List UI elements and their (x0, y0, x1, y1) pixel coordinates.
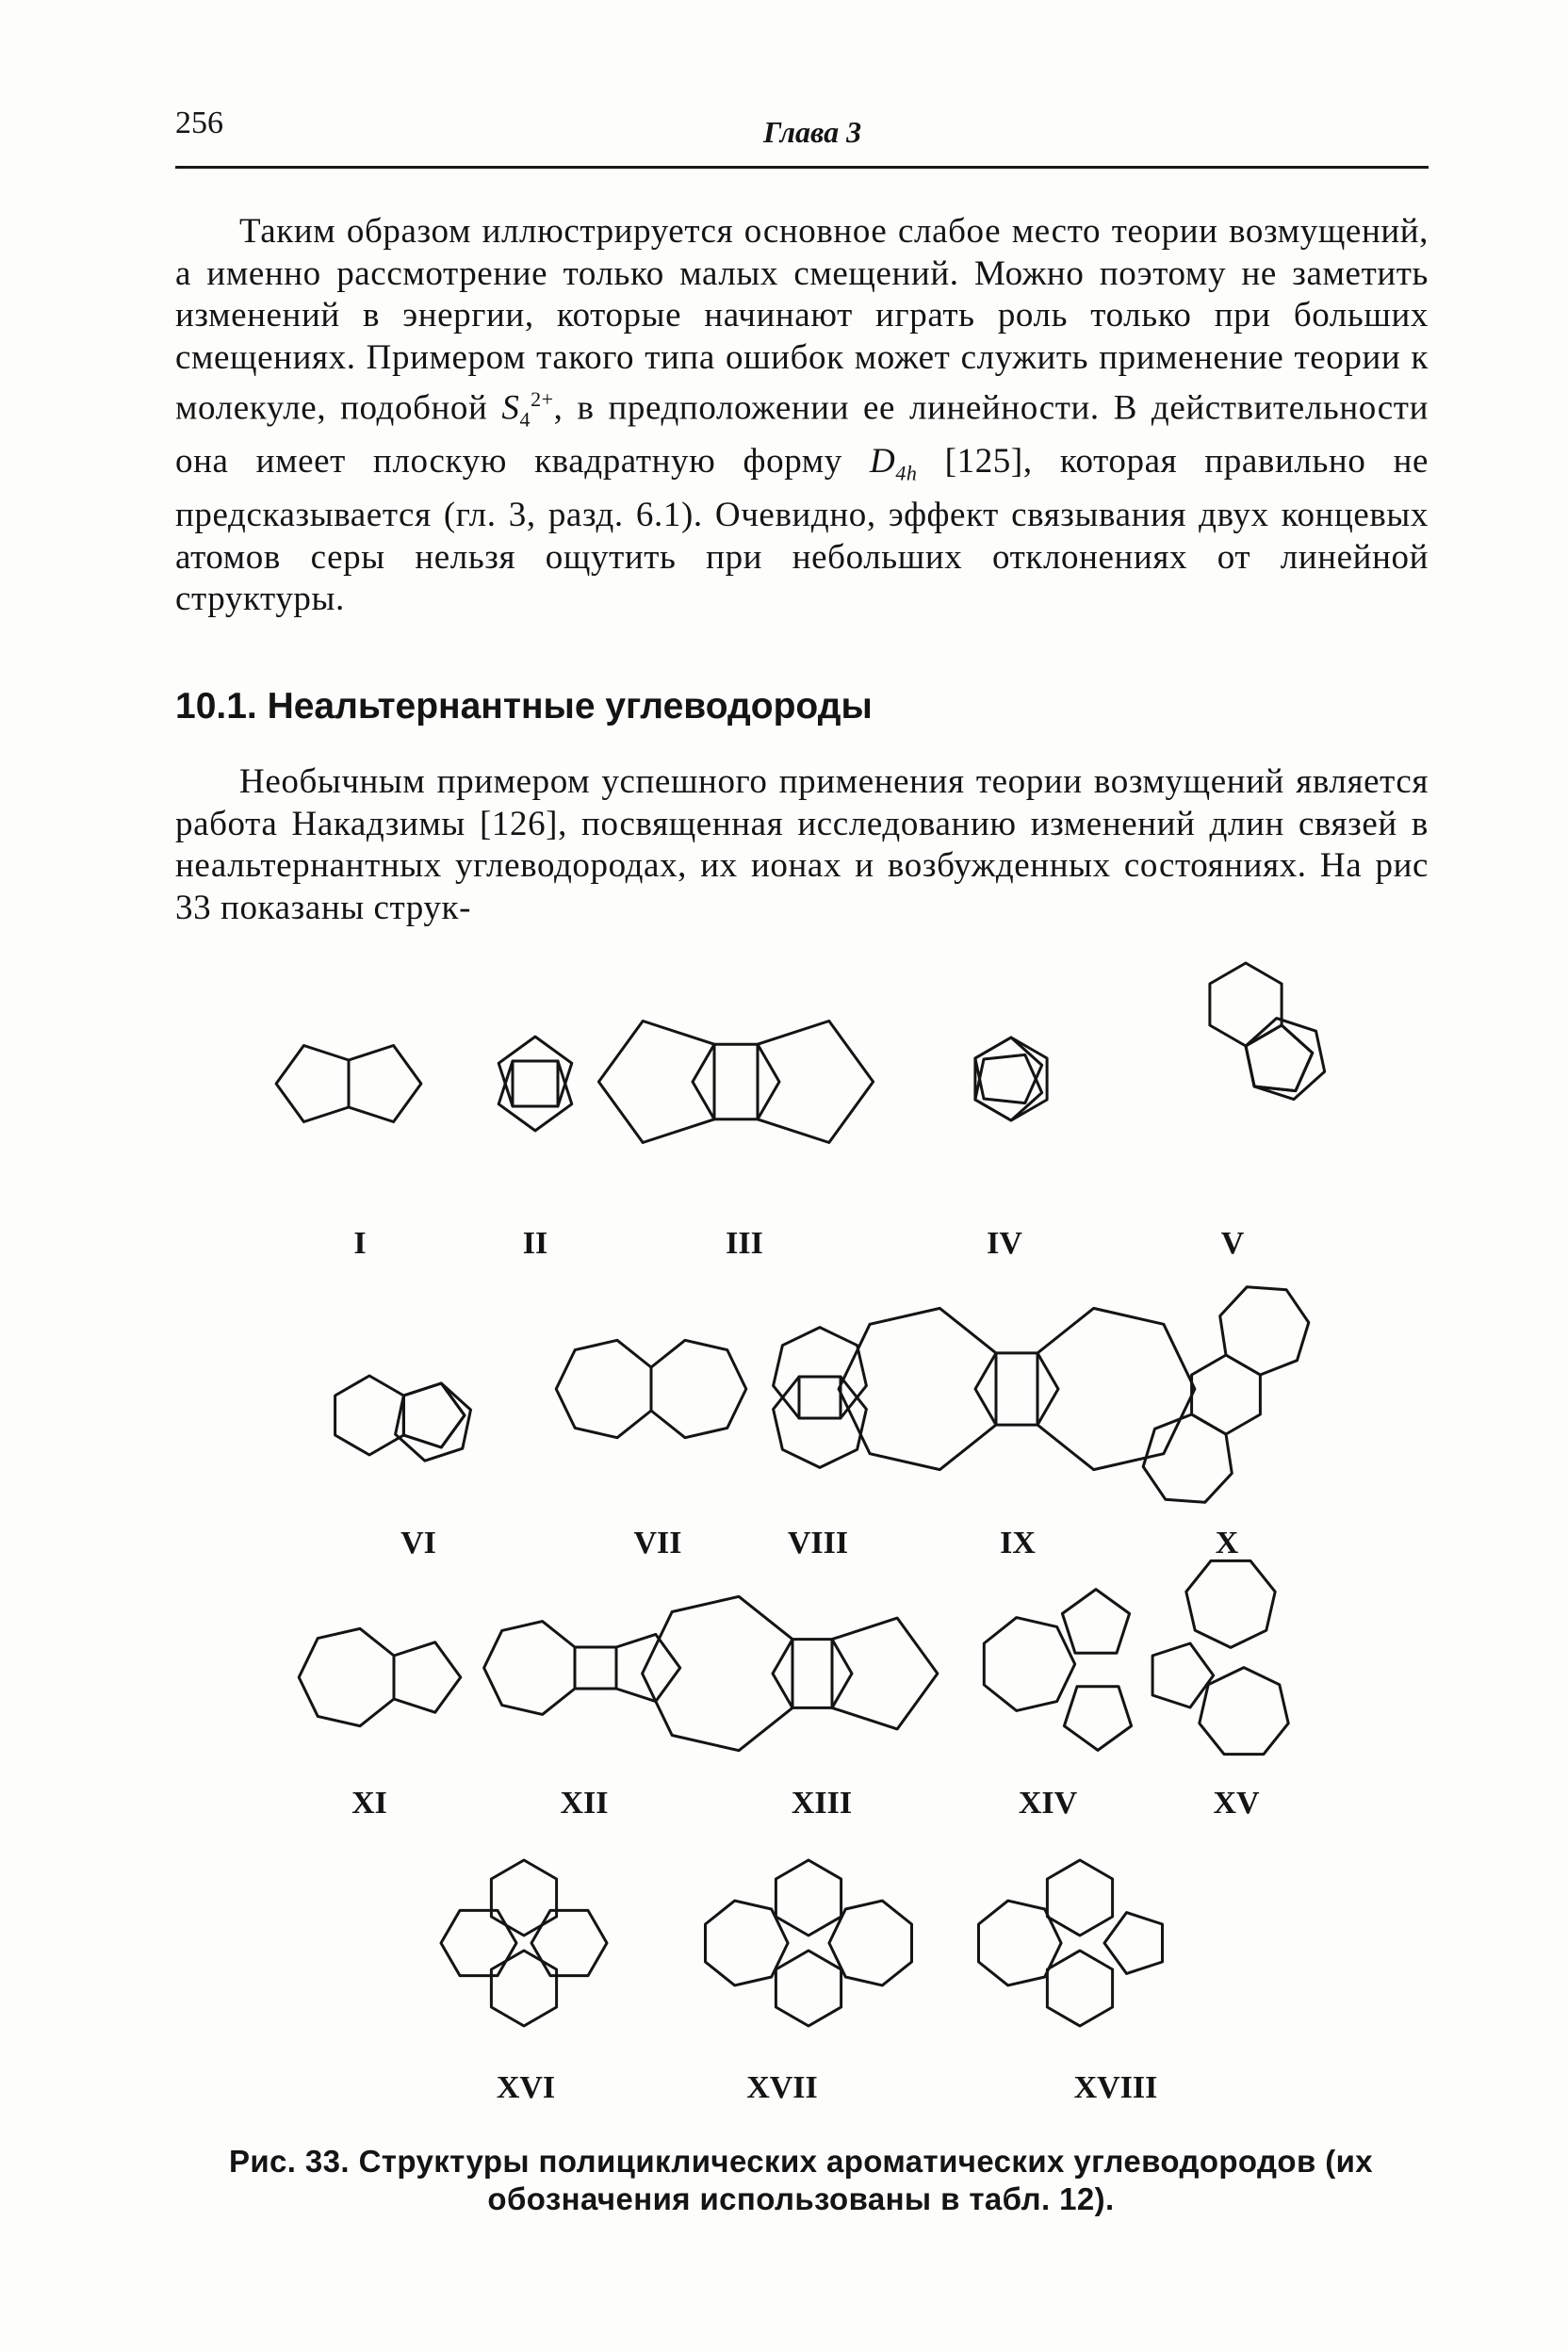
structure-XVIII-ring-top (1047, 1860, 1112, 1936)
structure-XVII-ring-bottom (776, 1951, 841, 2026)
s4-superscript: 2+ (531, 387, 554, 411)
para1-text-3: [125], которая правильно не предсказывается (гл. 3, разд. 6.1). Очевидно, эффект связывания двух концевых атомов серы нельзя ощутить при небольших отклонениях от линейной структуры. (175, 442, 1429, 619)
d4h-symbol: D (870, 442, 896, 482)
structure-XVIII-ring-right (1104, 1913, 1163, 1974)
structure-IX-ring-center (975, 1353, 1058, 1425)
structure-VIII-ring-top (774, 1377, 867, 1467)
structure-IX-ring-right (1037, 1308, 1195, 1469)
structure-III-ring-right (758, 1021, 874, 1143)
structure-XI-ring-right (394, 1642, 461, 1712)
structure-VII-ring-left (556, 1340, 651, 1437)
structure-III-ring-center (693, 1044, 779, 1119)
structure-label-VII: VII (633, 1526, 682, 1560)
structure-XIII-ring-right (832, 1618, 938, 1729)
structure-V-ring-1 (1210, 963, 1282, 1046)
structure-XVIII-ring-left (979, 1901, 1062, 1985)
structure-XVIII-ring-bottom (1047, 1951, 1112, 2026)
structure-XIV-ring-top (1062, 1590, 1129, 1654)
structure-II-square (513, 1061, 558, 1106)
structure-label-III: III (726, 1226, 763, 1261)
structure-label-X: X (1215, 1526, 1239, 1560)
structure-XV-ring-bottom (1200, 1668, 1288, 1755)
structure-XI-ring-left (299, 1628, 394, 1725)
structure-XVI-ring-left (441, 1910, 516, 1975)
structure-III-ring-left (598, 1021, 714, 1143)
structure-label-XV: XV (1213, 1786, 1260, 1821)
structure-XVII-ring-top (776, 1860, 841, 1936)
structure-label-XVI: XVI (496, 2070, 556, 2105)
structure-XV-ring-top (1186, 1560, 1275, 1647)
structure-label-XIII: XIII (791, 1786, 853, 1821)
running-title: Глава 3 (763, 115, 862, 149)
structure-XVI-ring-bottom (491, 1951, 556, 2026)
structure-XII-ring-left (484, 1622, 575, 1715)
structure-label-VI: VI (400, 1526, 436, 1560)
structure-label-II: II (522, 1226, 548, 1261)
structure-V-ring-4 (1246, 1019, 1325, 1100)
section-heading: 10.1. Неальтернантные углеводороды (175, 686, 873, 727)
para1-text-1: Таким образом иллюстрируется основное слабое место теории возмущений, а именно рассмотрение только малых смещений. Можно поэтому не заметить изменений в энергии, которые начинают играть роль только при больших смещениях. Примером такого типа ошибок может служить применение теории к молекуле, подобной (175, 212, 1429, 428)
structure-label-XVII: XVII (746, 2070, 818, 2105)
structure-XII-ring-right (616, 1634, 680, 1701)
structure-X-ring-top (1220, 1287, 1309, 1375)
para1-text-2: , в предположении ее линейности. В действительности она имеет плоскую квадратную форму (175, 388, 1429, 482)
structure-I-ring-right (349, 1046, 421, 1122)
structure-label-IX: IX (1000, 1526, 1036, 1560)
structure-X-ring-bottom (1143, 1414, 1232, 1502)
structure-VIII-square (799, 1377, 841, 1418)
structure-X-ring-center (1192, 1355, 1261, 1434)
structure-VIII-ring-bottom (774, 1328, 867, 1418)
structure-label-VIII: VIII (787, 1526, 849, 1560)
structure-label-XII: XII (560, 1786, 609, 1821)
structure-label-V: V (1220, 1226, 1245, 1261)
page-number: 256 (175, 106, 223, 140)
structure-XIII-ring-left (643, 1596, 792, 1750)
structure-XVI-ring-right (531, 1910, 607, 1975)
structure-XIV-ring-left (984, 1618, 1074, 1711)
structure-XIII-ring-center (773, 1640, 852, 1708)
structure-label-XVIII: XVIII (1073, 2070, 1158, 2105)
structure-VII-ring-right (651, 1340, 746, 1437)
structure-label-IV: IV (987, 1226, 1022, 1261)
s4-subscript: 4 (519, 407, 531, 432)
structure-I-ring-left (276, 1046, 349, 1122)
structure-XVI-ring-top (491, 1860, 556, 1936)
d4h-subscript: 4h (895, 461, 918, 485)
s4-symbol: S (501, 388, 520, 428)
structure-label-XIV: XIV (1018, 1786, 1078, 1821)
structure-label-I: I (353, 1226, 367, 1261)
structure-label-XI: XI (351, 1786, 387, 1821)
structure-XIV-ring-bottom (1064, 1687, 1131, 1751)
structure-XII-square (575, 1647, 616, 1689)
structure-VI-ring-1 (335, 1376, 404, 1455)
paragraph-nakajima-work: Необычным примером успешного применения теории возмущений является работа Накадзимы [126], посвященная исследованию изменений длин связей в неальтернантных углеводородах, их ионах и возбужденных состояниях. На рис 33 показаны струк- (175, 762, 1429, 927)
figure-caption: Рис. 33. Структуры полициклических ароматических углеводородов (их обозначения использованы в табл. 12). (228, 2144, 1374, 2216)
